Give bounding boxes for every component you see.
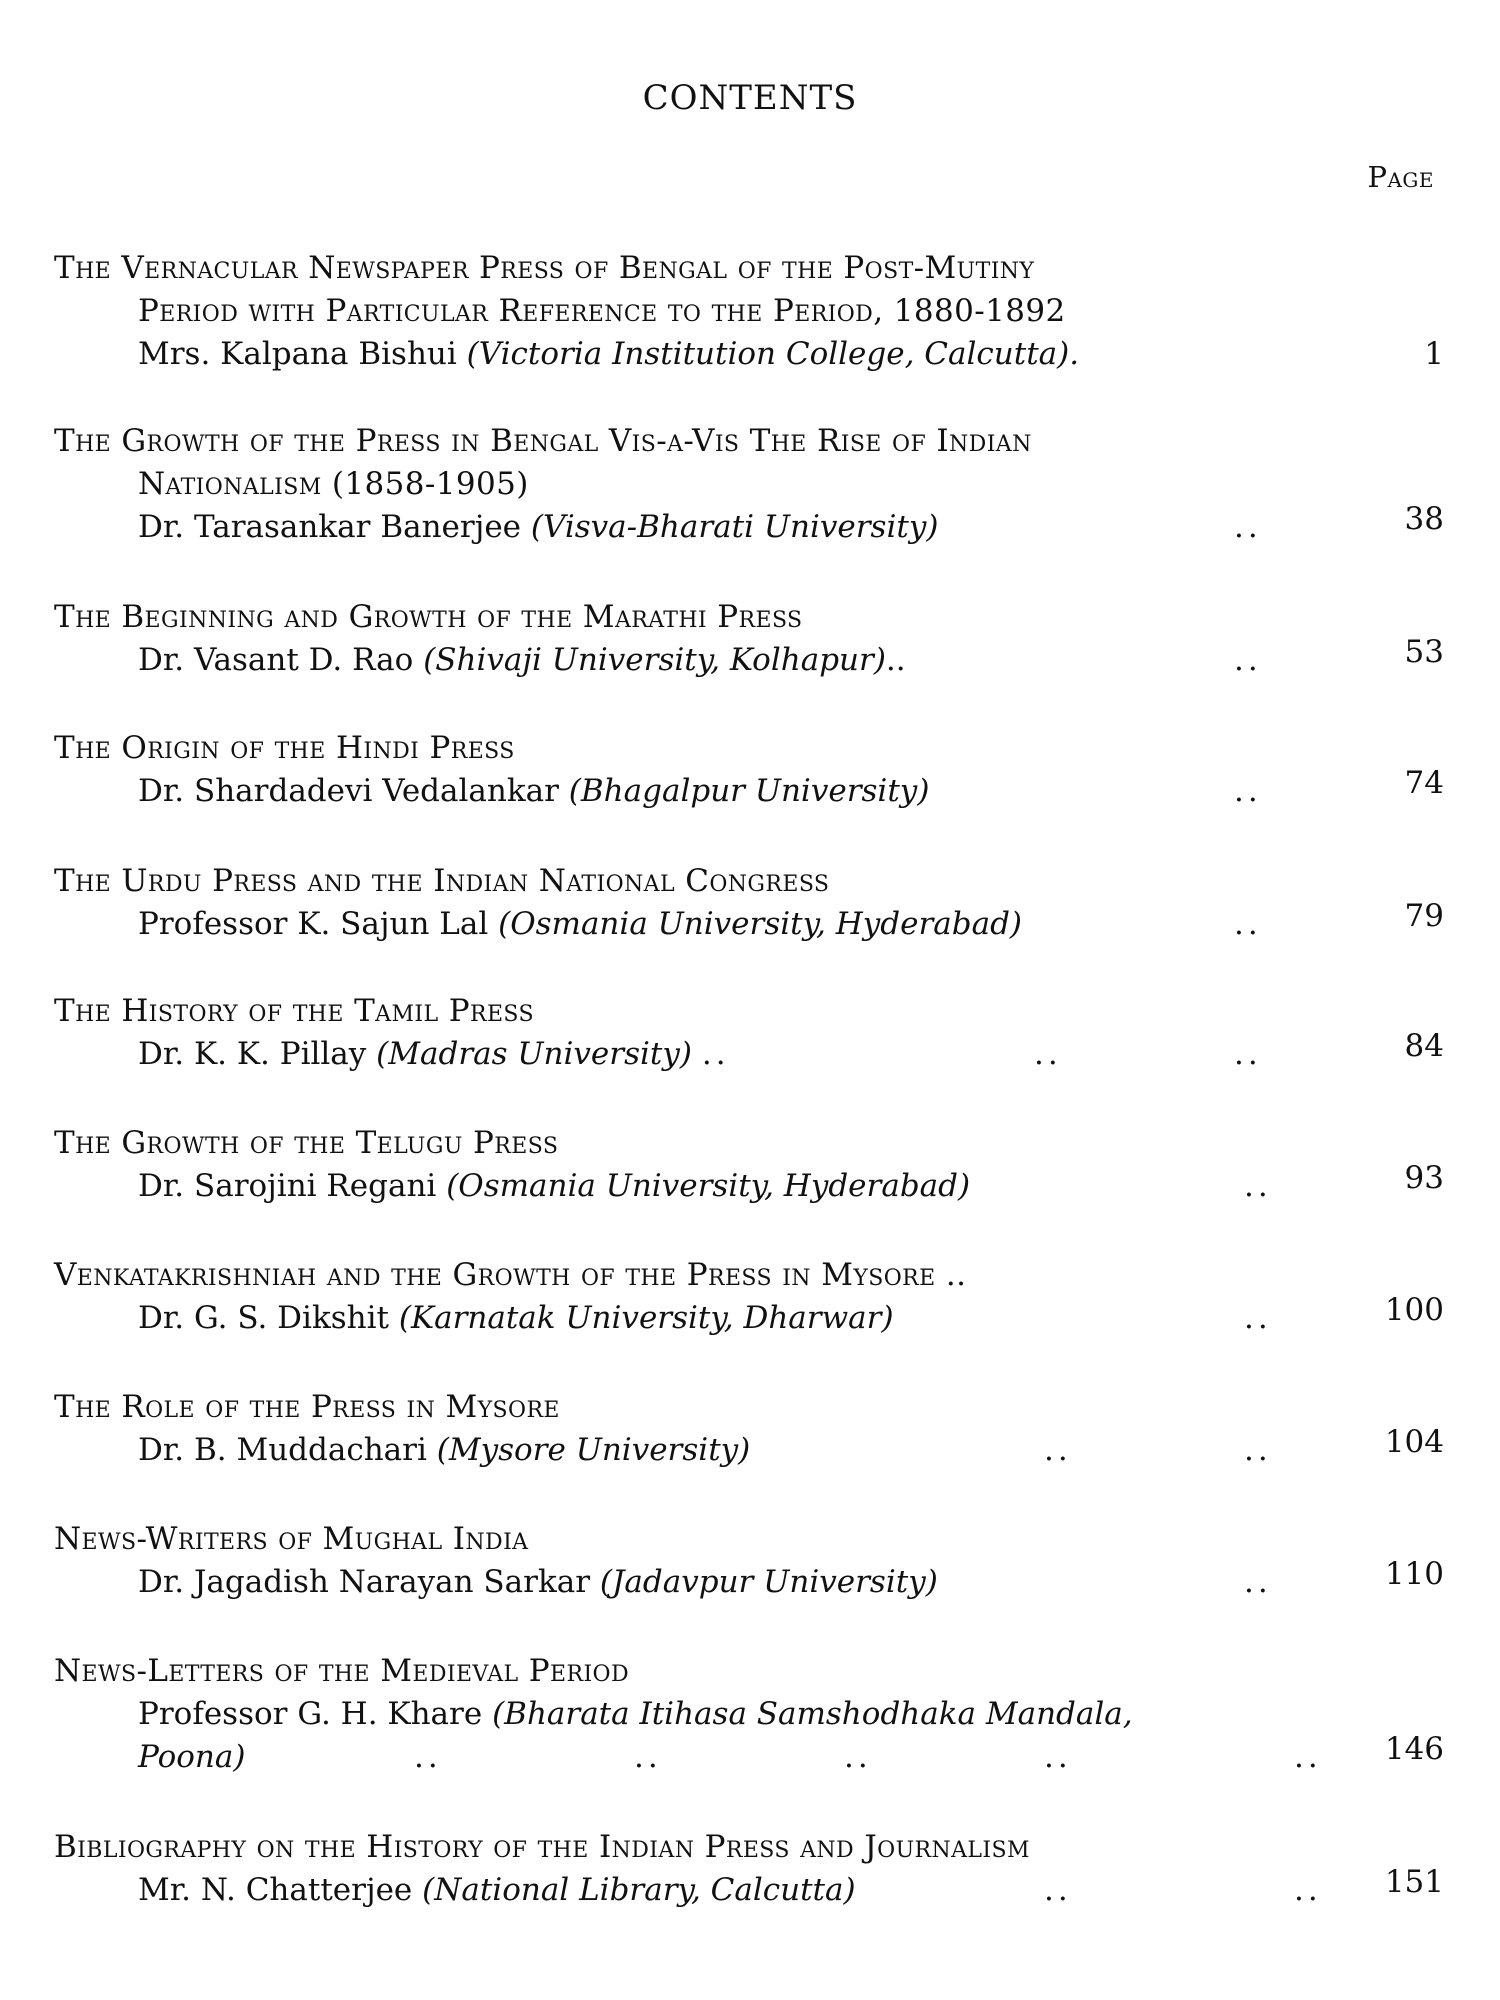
- entry-author: Dr. B. Muddachari: [138, 1432, 427, 1468]
- entry-institution: (Bhagalpur University): [568, 773, 930, 809]
- entry-author: Mrs. Kalpana Bishui: [138, 336, 457, 372]
- dot-leader: ..: [1044, 1739, 1072, 1775]
- dot-leader: ..: [1234, 773, 1262, 809]
- entry-author: Mr. N. Chatterjee: [138, 1872, 413, 1908]
- entry-title-line1: Venkatakrishniah and the Growth of the Press in Mysore ..: [54, 1257, 967, 1293]
- entry-institution: (Victoria Institution College, Calcutta).: [466, 336, 1080, 372]
- toc-entry: [54, 420, 1444, 549]
- entry-institution: (Jadavpur University): [599, 1564, 938, 1600]
- entry-title-line1: The Vernacular Newspaper Press of Bengal of the Post-Mutiny: [54, 250, 1035, 286]
- dot-leader: ..: [634, 1739, 662, 1775]
- entry-title-line1: Bibliography on the History of the Indian Press and Journalism: [54, 1829, 1030, 1865]
- entry-title-line1: The Growth of the Press in Bengal Vis-a-Vis The Rise of Indian: [54, 423, 1032, 459]
- entry-author: Professor K. Sajun Lal: [138, 906, 489, 942]
- dot-leader: ..: [1044, 1872, 1072, 1908]
- dot-leader: ..: [1244, 1432, 1272, 1468]
- toc-entry: [54, 1826, 1444, 1912]
- toc-entry: [54, 596, 1444, 682]
- entry-title-line2: Period with Particular Reference to the Period, 1880-1892: [138, 293, 1066, 329]
- toc-entry: [54, 1254, 1444, 1340]
- dot-leader: ..: [844, 1739, 872, 1775]
- dot-leader: ..: [1244, 1564, 1272, 1600]
- dot-leader: ..: [1294, 1872, 1322, 1908]
- dot-leader: ..: [1294, 1739, 1322, 1775]
- entry-author: Dr. K. K. Pillay: [138, 1036, 367, 1072]
- entry-author: Dr. Tarasankar Banerjee: [138, 509, 522, 545]
- entry-title-line1: The Origin of the Hindi Press: [54, 730, 515, 766]
- page-column-label: Page: [1367, 160, 1434, 194]
- entry-title-line1: The Urdu Press and the Indian National Congress: [54, 863, 830, 899]
- toc-entry: [54, 247, 1444, 376]
- toc-entry: [54, 1122, 1444, 1208]
- entry-title-line1: News-Letters of the Medieval Period: [54, 1653, 630, 1689]
- entry-author: Dr. Sarojini Regani: [138, 1168, 437, 1204]
- entry-title-line1: News-Writers of Mughal India: [54, 1521, 529, 1557]
- entry-author: Dr. G. S. Dikshit: [138, 1300, 389, 1336]
- toc-entry: [54, 990, 1444, 1076]
- entry-institution: (Madras University): [376, 1036, 692, 1072]
- entry-page-number: 84: [1404, 1028, 1444, 1064]
- entry-page-number: 104: [1384, 1424, 1444, 1460]
- toc-entry: [54, 860, 1444, 946]
- dot-leader: ..: [1234, 906, 1262, 942]
- toc-entry: [54, 727, 1444, 813]
- entry-institution-line2: Poona): [138, 1739, 246, 1775]
- entry-author: Dr. Jagadish Narayan Sarkar: [138, 1564, 591, 1600]
- entry-institution: (Shivaji University, Kolhapur): [423, 642, 886, 678]
- dot-leader: ..: [1234, 1036, 1262, 1072]
- toc-entry: [54, 1518, 1444, 1604]
- entry-page-number: 93: [1404, 1160, 1444, 1196]
- entry-page-number: 110: [1384, 1556, 1444, 1592]
- entry-page-number: 38: [1404, 501, 1444, 537]
- entry-page-number: 146: [1384, 1731, 1444, 1767]
- entry-author: Professor G. H. Khare: [138, 1696, 483, 1732]
- entry-author: Dr. Vasant D. Rao: [138, 642, 414, 678]
- toc-entry: [54, 1650, 1444, 1779]
- entry-page-number: 79: [1404, 898, 1444, 934]
- entry-institution: (Osmania University, Hyderabad): [498, 906, 1023, 942]
- dot-leader: ..: [1244, 1300, 1272, 1336]
- entry-institution: (Visva-Bharati University): [530, 509, 939, 545]
- entry-page-number: 151: [1384, 1864, 1444, 1900]
- entry-title-line1: The Role of the Press in Mysore: [54, 1389, 560, 1425]
- dot-leader: ..: [885, 642, 906, 678]
- dot-leader: ..: [1234, 509, 1262, 545]
- entry-page-number: 53: [1404, 634, 1444, 670]
- entry-title-line1: The Beginning and Growth of the Marathi Press: [54, 599, 803, 635]
- dot-leader: ..: [945, 1257, 967, 1293]
- dot-leader: ..: [1044, 1432, 1072, 1468]
- entry-institution: (Osmania University, Hyderabad): [446, 1168, 971, 1204]
- entry-title-line1: The Growth of the Telugu Press: [54, 1125, 559, 1161]
- entry-title-line1: The History of the Tamil Press: [54, 993, 534, 1029]
- entry-institution: (Mysore University): [436, 1432, 751, 1468]
- dot-leader: ..: [1234, 642, 1262, 678]
- dot-leader: ..: [414, 1739, 442, 1775]
- dot-leader: ..: [1034, 1036, 1062, 1072]
- entry-page-number: 100: [1384, 1292, 1444, 1328]
- entry-institution: (National Library, Calcutta): [422, 1872, 856, 1908]
- dot-leader: ..: [1244, 1168, 1272, 1204]
- toc-entry: [54, 1386, 1444, 1472]
- entry-institution: (Bharata Itihasa Samshodhaka Mandala,: [492, 1696, 1133, 1732]
- entry-institution: (Karnatak University, Dharwar): [398, 1300, 894, 1336]
- page-title: CONTENTS: [642, 78, 858, 118]
- entry-page-number: 74: [1404, 765, 1444, 801]
- entry-author: Dr. Shardadevi Vedalankar: [138, 773, 559, 809]
- entry-title-line2: Nationalism (1858-1905): [138, 466, 529, 502]
- entry-page-number: 1: [1424, 336, 1444, 372]
- dot-leader: ..: [701, 1036, 730, 1072]
